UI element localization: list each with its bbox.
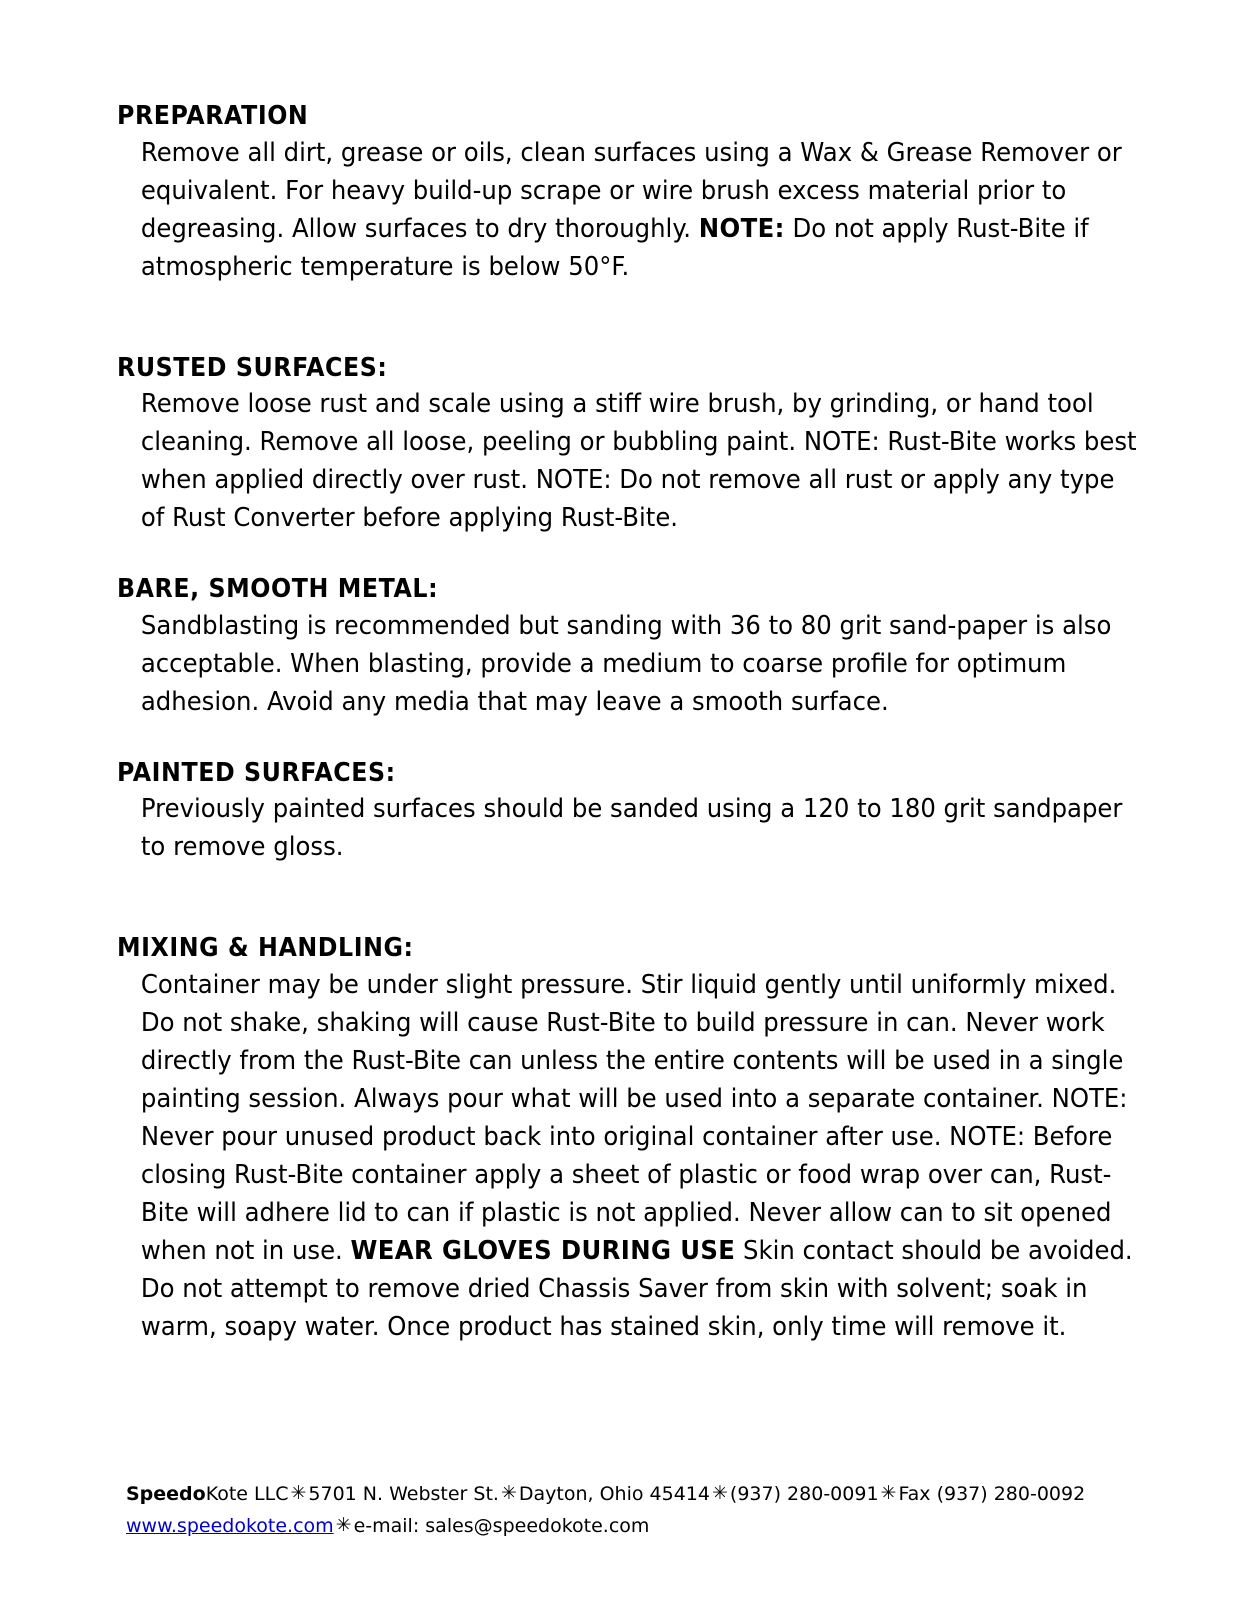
preparation-text-before: Remove all dirt, grease or oils, clean surfaces using a Wax & Grease Remover or equivalent. For heavy build-up scrape or wire brush excess material prior to degreasing. Allow surfaces to dry thoroughly. [140, 137, 1122, 244]
section-heading-rusted-surfaces: RUSTED SURFACES: [117, 352, 388, 383]
section-heading-painted-surfaces: PAINTED SURFACES: [117, 757, 396, 788]
section-body-mixing-handling [117, 966, 1146, 1346]
footer-web-line [126, 1510, 1126, 1542]
footer-company-rest: Kote LLC [205, 1483, 289, 1505]
section-body-bare-smooth-metal: Sandblasting is recommended but sanding with 36 to 80 grit sand-paper is also acceptable. When blasting, provide a medium to coarse profile for optimum adhesion. Avoid any media that may leave a smooth surface. [140, 610, 1112, 717]
section-mixing-handling [117, 933, 1147, 1346]
document-content [117, 101, 1147, 1346]
footer-phone: (937) 280-0091 [729, 1483, 879, 1505]
section-body-preparation [117, 134, 1146, 286]
section-spacer [117, 537, 1147, 577]
separator-asterisk-icon: ✳ [500, 1482, 517, 1504]
section-body-painted-surfaces: Previously painted surfaces should be sanded using a 120 to 180 grit sandpaper to remove gloss. [140, 794, 1123, 862]
footer-website-link[interactable]: www.speedokote.com [126, 1515, 334, 1537]
page-footer [126, 1478, 1126, 1542]
section-heading-mixing-handling: MIXING & HANDLING: [117, 933, 414, 963]
section-spacer [117, 286, 1147, 356]
section-heading-bare-smooth-metal: BARE, SMOOTH METAL: [117, 574, 439, 604]
preparation-text-after: Do not apply Rust-Bite if atmospheric temperature is below 50°F. [140, 213, 1089, 282]
footer-city-state-zip: Dayton, Ohio 45414 [518, 1483, 710, 1505]
footer-brand-speedo: Speedo [126, 1483, 206, 1505]
section-spacer [117, 866, 1147, 936]
separator-asterisk-icon: ✳ [880, 1482, 897, 1504]
section-rusted-surfaces [117, 352, 1147, 538]
footer-address: 5701 N. Webster St. [308, 1483, 499, 1505]
mixing-text-after: Skin contact should be avoided. Do not attempt to remove dried Chassis Saver from skin with solvent; soak in warm, soapy water. Once product has stained skin, only time will remove it. [140, 1235, 1133, 1342]
preparation-note-label: NOTE: [698, 213, 785, 244]
footer-email: e-mail: sales@speedokote.com [353, 1515, 650, 1537]
footer-contact-line [126, 1478, 1126, 1510]
section-preparation [117, 101, 1147, 286]
section-spacer [117, 721, 1147, 761]
separator-asterisk-icon: ✳ [290, 1482, 307, 1504]
section-body-rusted-surfaces: Remove loose rust and scale using a stiff wire brush, by grinding, or hand tool cleaning. Remove all loose, peeling or bubbling paint. NOTE: Rust-Bite works best when applied directly over rust. NOTE: Do not remove all rust or apply any type of Rust Converter before applying Rust-Bite. [140, 389, 1137, 533]
section-painted-surfaces [117, 757, 1147, 867]
separator-asterisk-icon: ✳ [335, 1514, 352, 1536]
section-bare-smooth-metal [117, 574, 1147, 721]
footer-fax: Fax (937) 280-0092 [898, 1483, 1086, 1505]
mixing-wear-gloves-warning: WEAR GLOVES DURING USE [350, 1235, 736, 1266]
section-heading-preparation: PREPARATION [117, 101, 309, 131]
mixing-text-before: Container may be under slight pressure. Stir liquid gently until uniformly mixed. Do not shake, shaking will cause Rust-Bite to build pressure in can. Never work directly from the Rust-Bite can unless the entire contents will be used in a single painting session. Always pour what will be used into a separate container. NOTE: Never pour unused product back into original container after use. NOTE: Before closing Rust-Bite container apply a sheet of plastic or food wrap over can, Rust-Bite will adhere lid to can if plastic is not applied. Never allow can to sit opened when not in use. [140, 969, 1128, 1266]
separator-asterisk-icon: ✳ [712, 1482, 728, 1504]
